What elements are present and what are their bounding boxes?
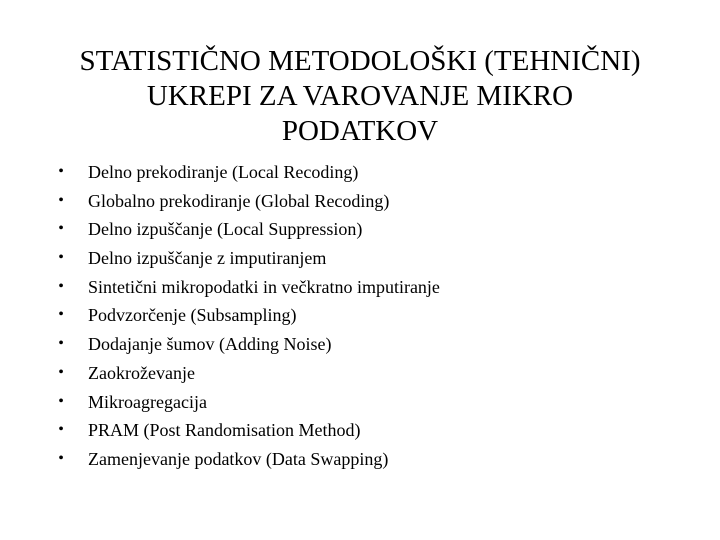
- list-item-text: Zaokroževanje: [88, 362, 195, 383]
- list-item-text: Dodajanje šumov (Adding Noise): [88, 334, 332, 355]
- bullet-icon: •: [58, 191, 64, 209]
- list-item-text: Sintetični mikropodatki in večkratno imputiranje: [88, 276, 440, 297]
- list-item: [54, 215, 674, 244]
- list-item-text: Mikroagregacija: [88, 391, 207, 412]
- list-item-text: Podvzorčenje (Subsampling): [88, 305, 297, 326]
- bullet-list: [54, 158, 674, 474]
- list-item: [54, 273, 674, 302]
- list-item-text: Delno prekodiranje (Local Recoding): [88, 162, 359, 182]
- slide-title: [40, 44, 680, 149]
- list-item-text: Delno izpuščanje (Local Suppression): [88, 219, 363, 240]
- list-item: [54, 388, 674, 417]
- bullet-icon: •: [58, 277, 64, 295]
- title-line-2: UKREPI ZA VAROVANJE MIKRO: [146, 80, 574, 112]
- list-item: [54, 187, 674, 216]
- list-item-text: Zamenjevanje podatkov (Data Swapping): [88, 448, 389, 469]
- bullet-icon: •: [58, 249, 64, 267]
- bullet-icon: •: [58, 220, 64, 238]
- list-item-text: Globalno prekodiranje (Global Recoding): [88, 190, 390, 211]
- bullet-icon: •: [58, 449, 64, 467]
- bullet-icon: •: [58, 335, 64, 353]
- list-item: [54, 445, 674, 474]
- title-line-3: PODATKOV: [281, 115, 439, 147]
- list-item-text: Delno izpuščanje z imputiranjem: [88, 248, 327, 269]
- list-item: [54, 301, 674, 330]
- bullet-icon: •: [58, 363, 64, 381]
- list-item: [54, 244, 674, 273]
- bullet-icon: •: [58, 421, 64, 439]
- title-line-1: STATISTIČNO METODOLOŠKI (TEHNIČNI): [79, 45, 641, 77]
- list-item: [54, 158, 674, 187]
- list-item: [54, 330, 674, 359]
- bullet-icon: •: [58, 163, 64, 180]
- list-item: [54, 359, 674, 388]
- list-item: [54, 416, 674, 445]
- bullet-icon: •: [58, 306, 64, 324]
- bullet-icon: •: [58, 392, 64, 410]
- list-item-text: PRAM (Post Randomisation Method): [88, 420, 361, 441]
